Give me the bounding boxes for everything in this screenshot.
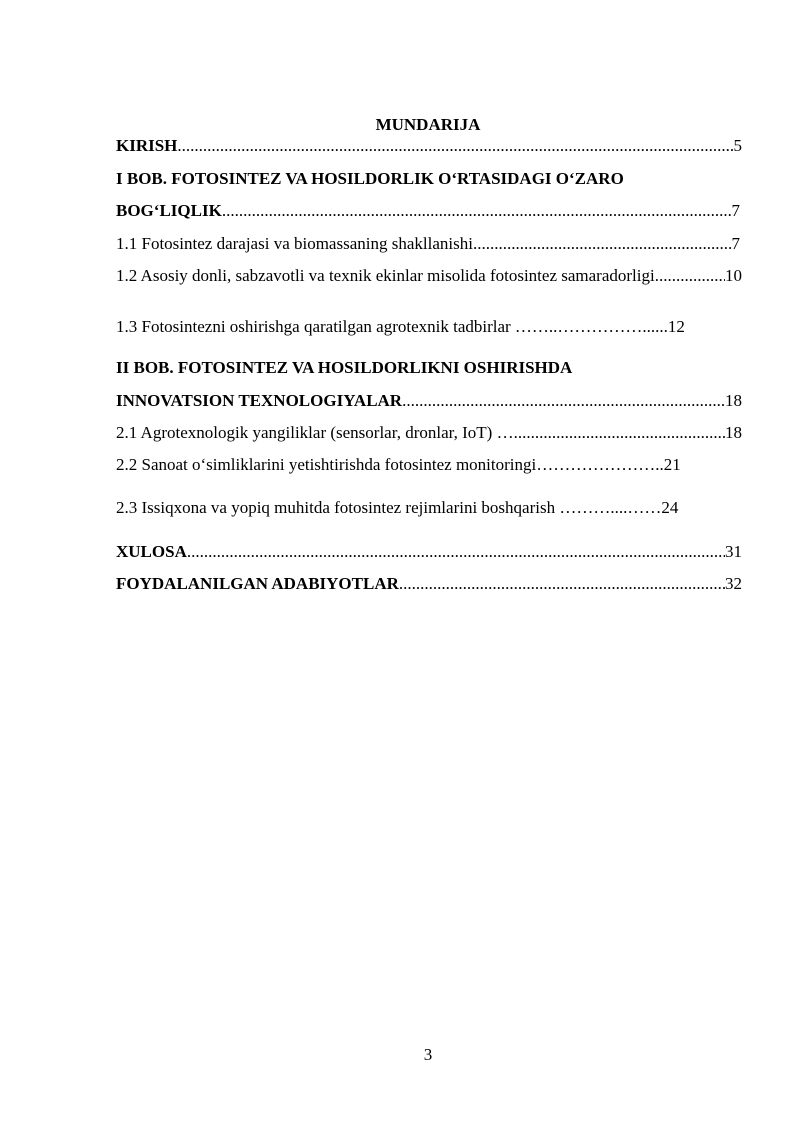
toc-label: 2.1 Agrotexnologik yangiliklar (sensorlar, dronlar, IoT) … — [116, 423, 514, 442]
toc-page-number: 31 — [725, 542, 742, 561]
toc-entry-bob1[interactable] — [116, 200, 740, 222]
toc-label: KIRISH — [116, 136, 178, 155]
toc-label: XULOSA — [116, 542, 187, 561]
toc-page-number: 7 — [731, 234, 740, 253]
toc-entry-xulosa[interactable] — [116, 541, 742, 563]
toc-label: INNOVATSION TEXNOLOGIYALAR — [116, 391, 403, 410]
toc-page-number: 10 — [725, 266, 742, 285]
toc-page-number: 7 — [731, 201, 740, 220]
toc-entry-bob2[interactable] — [116, 390, 742, 412]
toc-entry-2-1[interactable] — [116, 422, 742, 444]
toc-leader-dots — [399, 573, 725, 595]
toc-page-number: 32 — [725, 574, 742, 593]
toc-entry-2-3[interactable]: 2.3 Issiqxona va yopiq muhitda fotosintez rejimlarini boshqarish ………....……24 — [116, 498, 679, 517]
toc-page-number: 18 — [725, 391, 742, 410]
toc-leader-dots — [655, 265, 725, 287]
toc-entry-bob1-line1[interactable]: I BOB. FOTOSINTEZ VA HOSILDORLIK O‘RTASIDAGI O‘ZARO — [116, 169, 624, 188]
toc-entry-kirish[interactable] — [116, 135, 742, 157]
page-number: 3 — [423, 1045, 433, 1064]
toc-entry-1-1[interactable] — [116, 233, 740, 255]
toc-entry-2-2[interactable]: 2.2 Sanoat o‘simliklarini yetishtirishda fotosintez monitoringi…………………..21 — [116, 455, 681, 474]
toc-label: 1.1 Fotosintez darajasi va biomassaning shakllanishi — [116, 234, 473, 253]
toc-leader-dots — [177, 135, 733, 157]
page-title: MUNDARIJA — [375, 115, 481, 134]
toc-leader-dots — [514, 422, 725, 444]
toc-page-number: 5 — [733, 136, 742, 155]
toc-entry-adabiyot[interactable] — [116, 573, 742, 595]
toc-leader-dots — [187, 541, 725, 563]
toc-entry-bob2-line1[interactable]: II BOB. FOTOSINTEZ VA HOSILDORLIKNI OSHIRISHDA — [116, 358, 573, 377]
toc-label: 1.2 Asosiy donli, sabzavotli va texnik ekinlar misolida fotosintez samaradorligi — [116, 266, 655, 285]
toc-page-number: 18 — [725, 423, 742, 442]
toc-leader-dots — [222, 200, 732, 222]
toc-leader-dots — [473, 233, 732, 255]
toc-leader-dots — [402, 390, 725, 412]
toc-label: FOYDALANILGAN ADABIYOTLAR — [116, 574, 399, 593]
toc-label: BOG‘LIQLIK — [116, 201, 222, 220]
toc-entry-1-2[interactable] — [116, 265, 742, 287]
toc-entry-1-3[interactable]: 1.3 Fotosintezni oshirishga qaratilgan agrotexnik tadbirlar ……..……………......12 — [116, 317, 685, 336]
